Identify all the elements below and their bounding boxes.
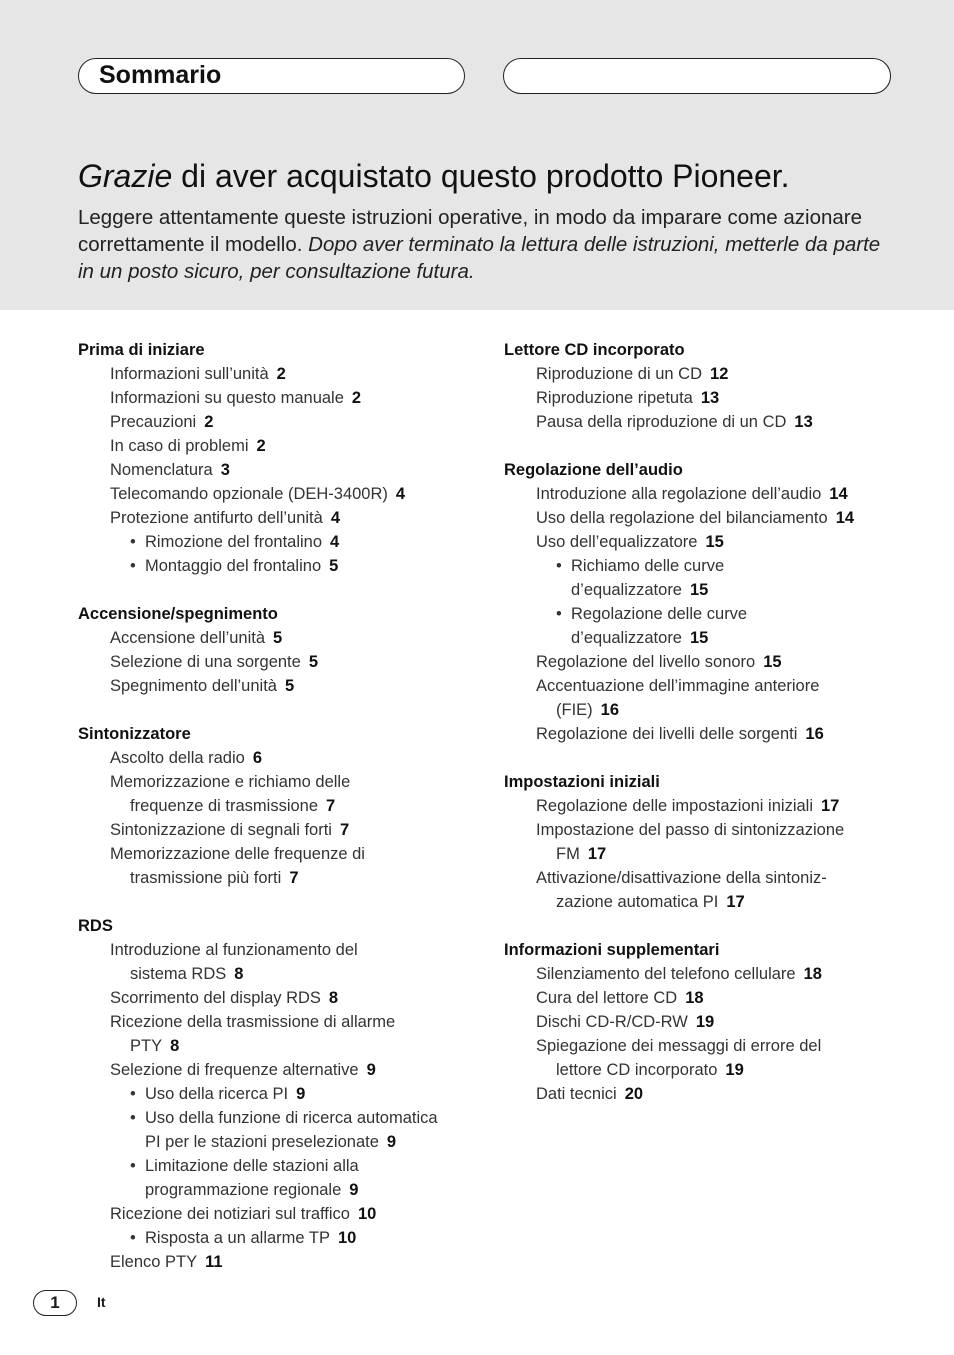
toc-entry[interactable] (504, 1082, 924, 1106)
toc-page-number: 16 (600, 701, 620, 719)
toc-entry[interactable] (78, 818, 498, 842)
toc-page-number: 17 (821, 797, 840, 815)
toc-entry-text: Risposta a un allarme TP (145, 1229, 330, 1247)
toc-group-title: RDS (78, 917, 113, 935)
toc-group-title: Sintonizzatore (78, 725, 191, 743)
toc-page-number: 4 (395, 485, 406, 503)
toc-entry[interactable] (504, 962, 924, 986)
toc-entry-text-cont: PTY (130, 1037, 163, 1055)
toc-entry-text: Uso della regolazione del bilanciamento (536, 509, 828, 527)
toc-entry[interactable] (78, 1250, 498, 1274)
toc-entry[interactable] (78, 410, 498, 434)
toc-page-number: 18 (685, 989, 704, 1007)
toc-group (504, 338, 924, 434)
toc-entry-text: Riproduzione di un CD (536, 365, 703, 383)
toc-entry-text: Nomenclatura (110, 461, 213, 479)
toc-page-number: 3 (220, 461, 230, 479)
toc-entry-text: Memorizzazione e richiamo delle (110, 773, 351, 791)
header-band (0, 0, 954, 310)
language-code: It (97, 1294, 106, 1310)
bullet-icon: • (130, 533, 136, 551)
toc-entry-text: Ricezione dei notiziari sul traffico (110, 1205, 350, 1223)
toc-entry-text: Regolazione dei livelli delle sorgenti (536, 725, 798, 743)
toc-entry[interactable] (78, 1058, 498, 1082)
toc-group (78, 338, 498, 578)
toc-page-number: 15 (763, 653, 782, 671)
toc-entry-text-cont: lettore CD incorporato (556, 1061, 718, 1079)
toc-entry-text-cont: d’equalizzatore (571, 581, 682, 599)
toc-entry-text: Selezione di una sorgente (110, 653, 301, 671)
bullet-icon: • (130, 1157, 136, 1175)
toc-entry-text: Uso della ricerca PI (145, 1085, 289, 1103)
section-tab (78, 58, 465, 94)
toc-page-number: 13 (794, 413, 813, 431)
toc-page-number: 17 (726, 893, 745, 911)
toc-entry[interactable] (504, 866, 924, 914)
toc-entry[interactable] (78, 650, 498, 674)
toc-entry[interactable] (504, 410, 924, 434)
toc-page-number: 8 (328, 989, 339, 1007)
toc-page-number: 16 (805, 725, 824, 743)
toc-entry-text: Informazioni su questo manuale (110, 389, 344, 407)
toc-entry[interactable] (78, 434, 498, 458)
toc-entry[interactable] (504, 986, 924, 1010)
toc-entry-text: Ascolto della radio (110, 749, 245, 767)
toc-page-number: 8 (170, 1037, 180, 1055)
toc-page-number: 7 (326, 797, 336, 815)
toc-entry[interactable] (504, 1034, 924, 1082)
toc-entry-text-cont: (FIE) (556, 701, 593, 719)
toc-page-number: 10 (357, 1205, 377, 1223)
section-tab-empty (503, 58, 891, 94)
toc-entry-text-cont: FM (556, 845, 580, 863)
toc-entry-text: Montaggio del frontalino (145, 557, 322, 575)
toc-page-number: 5 (308, 653, 318, 671)
toc-group-title: Accensione/spegnimento (78, 605, 278, 623)
toc-page-number: 6 (252, 749, 263, 767)
toc-entry-text: Informazioni sull’unità (110, 365, 269, 383)
toc-group (504, 458, 924, 746)
toc-entry[interactable] (504, 650, 924, 674)
toc-entry-text: In caso di problemi (110, 437, 249, 455)
toc-page-number: 9 (296, 1085, 306, 1103)
page-number-badge: 1 (33, 1290, 77, 1316)
toc-group (78, 914, 498, 1274)
toc-entry[interactable] (78, 1010, 498, 1058)
bullet-icon: • (556, 557, 562, 575)
page-title (78, 158, 918, 195)
toc-page-number: 2 (256, 437, 266, 455)
toc-subentry[interactable] (78, 530, 498, 554)
toc-entry[interactable] (504, 1010, 924, 1034)
toc-page-number: 7 (289, 869, 299, 887)
toc-page-number: 15 (690, 629, 709, 647)
toc-entry[interactable] (504, 530, 924, 554)
toc-entry[interactable] (78, 938, 498, 986)
toc-entry-text: Protezione antifurto dell’unità (110, 509, 323, 527)
toc-page-number: 14 (835, 509, 855, 527)
toc-entry-text: Pausa della riproduzione di un CD (536, 413, 787, 431)
toc-page-number: 20 (624, 1085, 644, 1103)
toc-entry[interactable] (78, 362, 498, 386)
toc-entry-text-cont: trasmissione più forti (130, 869, 282, 887)
toc-group (78, 722, 498, 890)
toc-page-number: 2 (204, 413, 214, 431)
toc-entry-text-cont: programmazione regionale (145, 1181, 342, 1199)
toc-subentry[interactable] (504, 602, 924, 650)
toc-entry-text: Uso della funzione di ricerca automatica (145, 1109, 438, 1127)
toc-subentry[interactable] (78, 1154, 498, 1202)
toc-entry-text: Selezione di frequenze alternative (110, 1061, 359, 1079)
toc-entry[interactable] (504, 722, 924, 746)
toc-entry-text: Sintonizzazione di segnali forti (110, 821, 332, 839)
bullet-icon: • (556, 605, 562, 623)
toc-entry[interactable] (504, 794, 924, 818)
toc-page-number: 5 (329, 557, 339, 575)
toc-page-number: 8 (234, 965, 244, 983)
toc-entry-text: Regolazione del livello sonoro (536, 653, 756, 671)
toc-entry-text: Spegnimento dell’unità (110, 677, 277, 695)
toc-entry[interactable] (504, 482, 924, 506)
bullet-icon: • (130, 1229, 136, 1247)
toc-group-title: Lettore CD incorporato (504, 341, 685, 359)
toc-entry-text: Silenziamento del telefono cellulare (536, 965, 796, 983)
toc-entry[interactable] (78, 626, 498, 650)
toc-page-number: 2 (351, 389, 362, 407)
toc-group-title: Regolazione dell’audio (504, 461, 683, 479)
toc-subentry[interactable] (78, 1106, 498, 1154)
toc-entry-text: Accentuazione dell’immagine anteriore (536, 677, 820, 695)
bullet-icon: • (130, 1085, 136, 1103)
toc-entry-text: Memorizzazione delle frequenze di (110, 845, 365, 863)
toc-entry-text: Introduzione al funzionamento del (110, 941, 358, 959)
toc-entry-text: Attivazione/disattivazione della sintoniz- (536, 869, 827, 887)
toc-entry[interactable] (78, 674, 498, 698)
toc-entry-text: Precauzioni (110, 413, 197, 431)
title-italic: Grazie (78, 158, 173, 194)
toc-entry[interactable] (78, 1202, 498, 1226)
toc-group (504, 770, 924, 914)
toc-entry-text: Limitazione delle stazioni alla (145, 1157, 359, 1175)
toc-left-column (78, 338, 498, 1298)
intro-italic: Dopo aver terminato la lettura delle istruzioni, metterle da parte in un posto sicuro, per consultazione futura. (78, 233, 881, 283)
toc-page-number: 9 (349, 1181, 359, 1199)
toc-entry-text: Dischi CD-R/CD-RW (536, 1013, 688, 1031)
toc-entry[interactable] (78, 506, 498, 530)
toc-entry[interactable] (504, 506, 924, 530)
toc-entry-text-cont: zazione automatica PI (556, 893, 719, 911)
toc-page-number: 13 (700, 389, 720, 407)
toc-page-number: 12 (710, 365, 729, 383)
toc-entry-text-cont: PI per le stazioni preselezionate (145, 1133, 379, 1151)
toc-subentry[interactable] (78, 1226, 498, 1250)
toc-entry[interactable] (78, 770, 498, 818)
toc-subentry[interactable] (78, 554, 498, 578)
toc-group (504, 938, 924, 1106)
toc-entry-text: Dati tecnici (536, 1085, 617, 1103)
toc-entry-text: Regolazione delle curve (571, 605, 748, 623)
toc-entry[interactable] (78, 458, 498, 482)
toc-page-number: 4 (330, 533, 340, 551)
toc-page-number: 15 (705, 533, 724, 551)
toc-entry-text: Telecomando opzionale (DEH-3400R) (110, 485, 388, 503)
toc-entry-text: Richiamo delle curve (571, 557, 725, 575)
toc-entry-text: Uso dell’equalizzatore (536, 533, 698, 551)
toc-page-number: 19 (725, 1061, 744, 1079)
toc-entry-text: Elenco PTY (110, 1253, 198, 1271)
toc-page-number: 7 (339, 821, 350, 839)
toc-entry-text: Spiegazione dei messaggi di errore del (536, 1037, 822, 1055)
toc-subentry[interactable] (504, 554, 924, 602)
toc-entry-text: Ricezione della trasmissione di allarme (110, 1013, 396, 1031)
toc-page-number: 19 (695, 1013, 715, 1031)
toc-page-number: 4 (330, 509, 340, 527)
toc-entry[interactable] (504, 362, 924, 386)
toc-entry-text-cont: d’equalizzatore (571, 629, 682, 647)
toc-group (78, 602, 498, 698)
intro-plain: Leggere attentamente queste istruzioni operative, in modo da imparare come azionare correttamente il modello. (78, 206, 863, 256)
toc-page-number: 18 (803, 965, 822, 983)
toc-page-number: 17 (587, 845, 607, 863)
toc-page-number: 9 (366, 1061, 376, 1079)
toc-page-number: 9 (386, 1133, 397, 1151)
toc-group-title: Prima di iniziare (78, 341, 205, 359)
toc-page-number: 15 (690, 581, 709, 599)
bullet-icon: • (130, 557, 136, 575)
toc-page-number: 5 (273, 629, 283, 647)
toc-right-column (504, 338, 924, 1130)
intro-paragraph (78, 204, 898, 285)
toc-entry[interactable] (78, 746, 498, 770)
toc-entry[interactable] (504, 674, 924, 722)
section-title: Sommario (99, 61, 222, 89)
bullet-icon: • (130, 1109, 136, 1127)
toc-entry-text: Introduzione alla regolazione dell’audio (536, 485, 822, 503)
toc-entry-text-cont: sistema RDS (130, 965, 227, 983)
toc-page-number: 14 (829, 485, 848, 503)
toc-subentry[interactable] (78, 1082, 498, 1106)
toc-entry-text: Cura del lettore CD (536, 989, 678, 1007)
toc-page-number: 5 (284, 677, 295, 695)
toc-entry-text: Rimozione del frontalino (145, 533, 323, 551)
toc-page-number: 2 (276, 365, 286, 383)
toc-entry-text: Regolazione delle impostazioni iniziali (536, 797, 813, 815)
toc-entry[interactable] (504, 386, 924, 410)
toc-entry-text: Riproduzione ripetuta (536, 389, 693, 407)
toc-entry-text: Accensione dell’unità (110, 629, 266, 647)
toc-group-title: Informazioni supplementari (504, 941, 720, 959)
toc-page-number: 10 (337, 1229, 357, 1247)
toc-entry-text: Impostazione del passo di sintonizzazione (536, 821, 845, 839)
title-rest: di aver acquistato questo prodotto Pioneer. (172, 158, 790, 194)
toc-entry[interactable] (78, 986, 498, 1010)
toc-entry[interactable] (504, 818, 924, 866)
toc-entry[interactable] (78, 842, 498, 890)
toc-entry-text: Scorrimento del display RDS (110, 989, 321, 1007)
toc-entry[interactable] (78, 482, 498, 506)
toc-group-title: Impostazioni iniziali (504, 773, 660, 791)
toc-entry-text-cont: frequenze di trasmissione (130, 797, 319, 815)
toc-page-number: 11 (205, 1253, 223, 1271)
toc-entry[interactable] (78, 386, 498, 410)
